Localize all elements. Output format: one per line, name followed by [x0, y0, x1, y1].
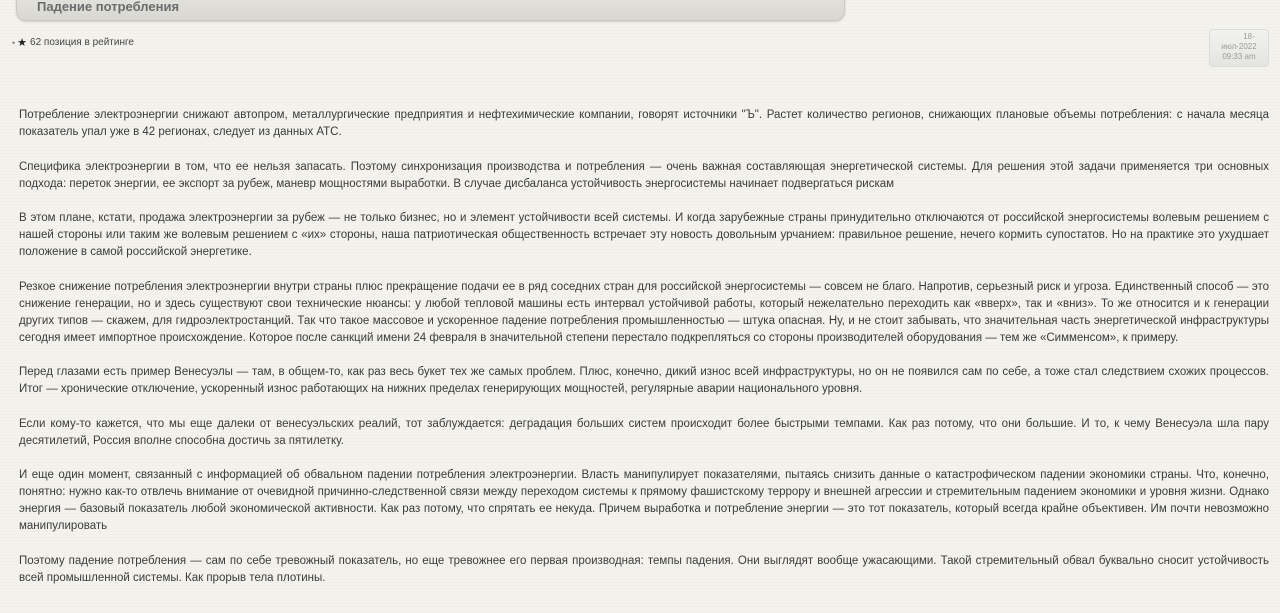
article-paragraph: Перед глазами есть пример Венесуэлы — там, в общем-то, как раз весь букет тех же самых проблем. Плюс, конечно, дикий износ всей инфраструктуры, но он не появился сам по себе, а тоже стал следствием схожих процессов. Итог — хронические отключение, ускоренный износ работающих на нижних пределах генерирующих мощностей, регулярные аварии национального уровня. — [19, 366, 1269, 395]
star-icon: ★ — [17, 37, 28, 49]
article-paragraph: Специфика электроэнергии в том, что ее нельзя запасать. Поэтому синхронизация производства и потребления — очень важная составляющая энергетической системы. Для решения этой задачи применяется три основных подхода: переток энергии, ее экспорт за рубеж, маневр мощностями выработки. В случае дисбаланса устойчивость энергосистемы начинает подвергаться рискам — [19, 160, 1269, 190]
article-paragraph: И еще один момент, связанный с информацией об обвальном падении потребления электроэнергии. Власть манипулирует показателями, пытаясь снизить данные о катастрофическом падении экономики страны. Что, конечно, понятно: нужно как-то отвлечь внимание от очевидной причинно-следственной связи между переходом системы к прямому фашистскому террору и внешней агрессии и стремительным падением экономики и уровня жизни. Однако энергия — базовый показатель любой экономической активности. Как раз потому, что спрятать ее некуда. Причем выработка и потребление энергии — это тот показатель, который всегда крайне объективен. Им почти невозможно манипулировать — [19, 469, 1269, 532]
rating-info — [12, 36, 134, 49]
date-time: 09:33 am — [1222, 52, 1256, 61]
article-paragraph: В этом плане, кстати, продажа электроэнергии за рубеж — не только бизнес, но и элемент устойчивости всей системы. И когда зарубежные страны принудительно отключаются от российской энергосистемы волевым решением с нашей стороны или таким же волевым решением с «их» стороны, наша патриотическая общественность встречает эту новость довольным урчанием: правильное решение, нечего кормить супостатов. Но на практике это ухудшает положение в самой российской энергетике. — [19, 212, 1269, 258]
article-title-bar — [16, 0, 845, 21]
date-month-year: июл-2022 — [1221, 42, 1257, 51]
article-body — [19, 107, 1269, 604]
article-paragraph: Если кому-то кажется, что мы еще далеки от венесуэльских реалий, тот заблуждается: деградация больших систем происходит более быстрыми темпами. Как раз потому, что они большие. И то, к чему Венесуэла шла пару десятилетий, Россия вполне способна достичь за пятилетку. — [19, 417, 1269, 447]
article-paragraph: Поэтому падение потребления — сам по себе тревожный показатель, но еще тревожнее его первая производная: темпы падения. Они выглядят вообще ужасающими. Такой стремительный обвал буквально сносит устойчивость всей промышленной системы. Как прорыв тела плотины. — [19, 554, 1269, 584]
article-paragraph: Резкое снижение потребления электроэнергии внутри страны плюс прекращение подачи ее в ряд соседних стран для российской энергосистемы — совсем не благо. Напротив, серьезный риск и угроза. Единственный способ — это снижение генерации, но и здесь существуют свои технические нюансы: у любой тепловой машины есть интервал устойчивой работы, который нежелательно переходить как «вверх», так и «вниз». То же относится и к генерации других типов — скажем, для гидроэлектростанций. Так что такое массовое и ускоренное падение потребления промышленностью — штука опасная. Ну, и не стоит забывать, что значительная часть энергетической инфраструктуры сегодня имеет импортное происхождение. Которое после санкций имени 24 февраля в значительной степени перестало подкрепляться со стороны производителей оборудования — тем же «Симменсом», к примеру. — [19, 280, 1269, 344]
article-paragraph: Потребление электроэнергии снижают автопром, металлургические предприятия и нефтехимические компании, говорят источники "Ъ". Растет количество регионов, снижающих плановые объемы потребления: с начала месяца показатель упал уже в 42 регионах, следует из данных АТС. — [19, 109, 1269, 138]
rating-text: 62 позиция в рейтинге — [30, 37, 134, 48]
date-day: 18- — [1243, 32, 1255, 41]
bullet-icon: • — [12, 37, 16, 48]
article-title: Падение потребления — [37, 0, 180, 14]
date-badge — [1209, 29, 1269, 67]
